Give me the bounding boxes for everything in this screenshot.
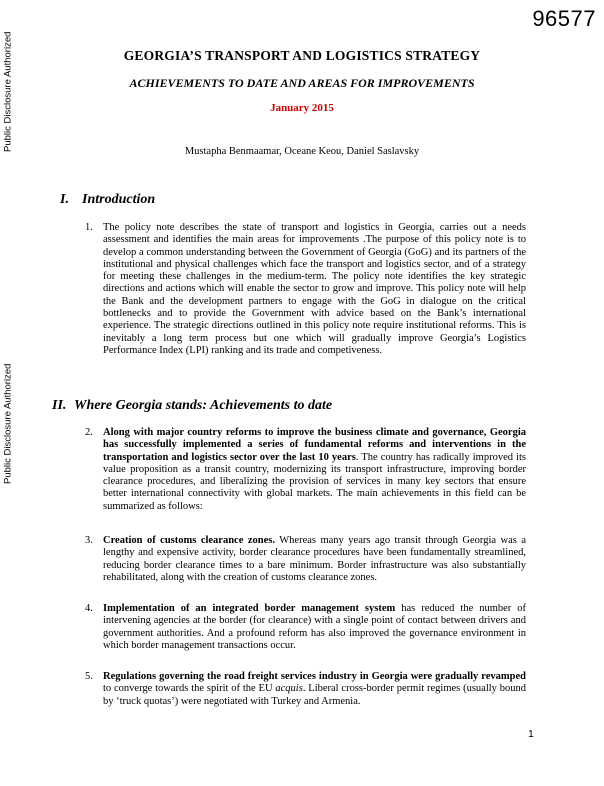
document-authors: Mustapha Benmaamar, Oceane Keou, Daniel Saslavsky — [184, 146, 420, 157]
section-title: Where Georgia stands: Achievements to date — [74, 398, 333, 413]
paragraph-lead: Along with major country reforms to improve the business climate and governance, Georgia has successfully implemented a series of fundamental reforms and interventions in the transportation and logistics sector over the last 10 years — [103, 427, 526, 463]
paragraph-number: 4. — [85, 603, 93, 614]
section-number: I. — [60, 192, 69, 207]
paragraph-number: 1. — [85, 222, 93, 233]
paragraph-2 — [85, 427, 526, 513]
paragraph-4 — [85, 603, 526, 652]
document-date: January 2015 — [270, 102, 334, 114]
paragraph-text-continued: . Liberal cross-border permit regimes (usually bound by ‘truck quotas’) were negotiated with Turkey and Armenia. — [103, 683, 526, 707]
paragraph-text: The policy note describes the state of transport and logistics in Georgia, carries out a needs assessment and identifies the main areas for improvements .The purpose of this policy note is to develop a common understanding between the Government of Georgia (GoG) and its partners of the institutional and physical challenges which face the transport and logistics sector, and of a strategy for meeting these challenges in the medium-term. The policy note identifies the key strategic directions and actions which will enable the sector to grow and improve. This policy note will help the Bank and the development partners to engage with the GoG in dialogue on the critical bottlenecks and to provide the Government with advice based on the Bank’s international experience. The strategic directions outlined in this policy note require institutional reforms. This is inevitably a long term process but one which will gradually improve Georgia’s Logistics Performance Index (LPI) ranking and its trade and competiveness. — [103, 222, 526, 356]
paragraph-number: 3. — [85, 535, 93, 546]
paragraph-text: has reduced the number of intervening agencies at the border (for clearance) with a single point of contact between drivers and government authorities. And a profound reform has also improved the governance environment in which border management transactions occur. — [103, 603, 526, 651]
section-title: Introduction — [82, 192, 156, 207]
paragraph-text: Whereas many years ago transit through Georgia was a lengthy and expensive activity, border clearance procedures have been fundamentally streamlined, reducing border clearance times to a bare minimum. Border infrastructure was also substantially rehabilitated, along with the creation of customs clearance zones. — [103, 535, 527, 583]
disclosure-stamp-top: Public Disclosure Authorized — [2, 31, 14, 152]
paragraph-1 — [85, 222, 526, 357]
paragraph-number: 2. — [85, 427, 93, 438]
paragraph-text: . The country has radically improved its value proposition as a transit country, modernizing its transport infrastructure, improving border clearance procedures, and liberalizing the provision of services in many key sectors that ensure better international connectivity with global markets. The main achievements in this field can be summarized as follows: — [103, 451, 526, 512]
page-number: 1 — [528, 728, 534, 740]
paragraph-lead: Regulations governing the road freight services industry in Georgia were gradually revamped — [103, 671, 526, 682]
document-number: 96577 — [532, 6, 596, 31]
document-title: GEORGIA’S TRANSPORT AND LOGISTICS STRATEGY — [123, 48, 481, 63]
paragraph-lead: Implementation of an integrated border management system — [103, 603, 396, 614]
section-heading-achievements — [52, 398, 332, 414]
section-number: II. — [52, 398, 67, 413]
section-heading-introduction — [60, 192, 155, 208]
paragraph-italic-term: acquis — [275, 683, 303, 695]
paragraph-number: 5. — [85, 671, 93, 682]
document-subtitle: ACHIEVEMENTS TO DATE AND AREAS FOR IMPROVEMENTS — [129, 76, 475, 90]
paragraph-text: to converge towards the spirit of the EU — [103, 683, 276, 695]
paragraph-lead: Creation of customs clearance zones. — [103, 535, 275, 546]
paragraph-3 — [85, 535, 527, 584]
paragraph-5 — [85, 671, 526, 708]
disclosure-stamp-bottom: Public Disclosure Authorized — [2, 363, 14, 484]
